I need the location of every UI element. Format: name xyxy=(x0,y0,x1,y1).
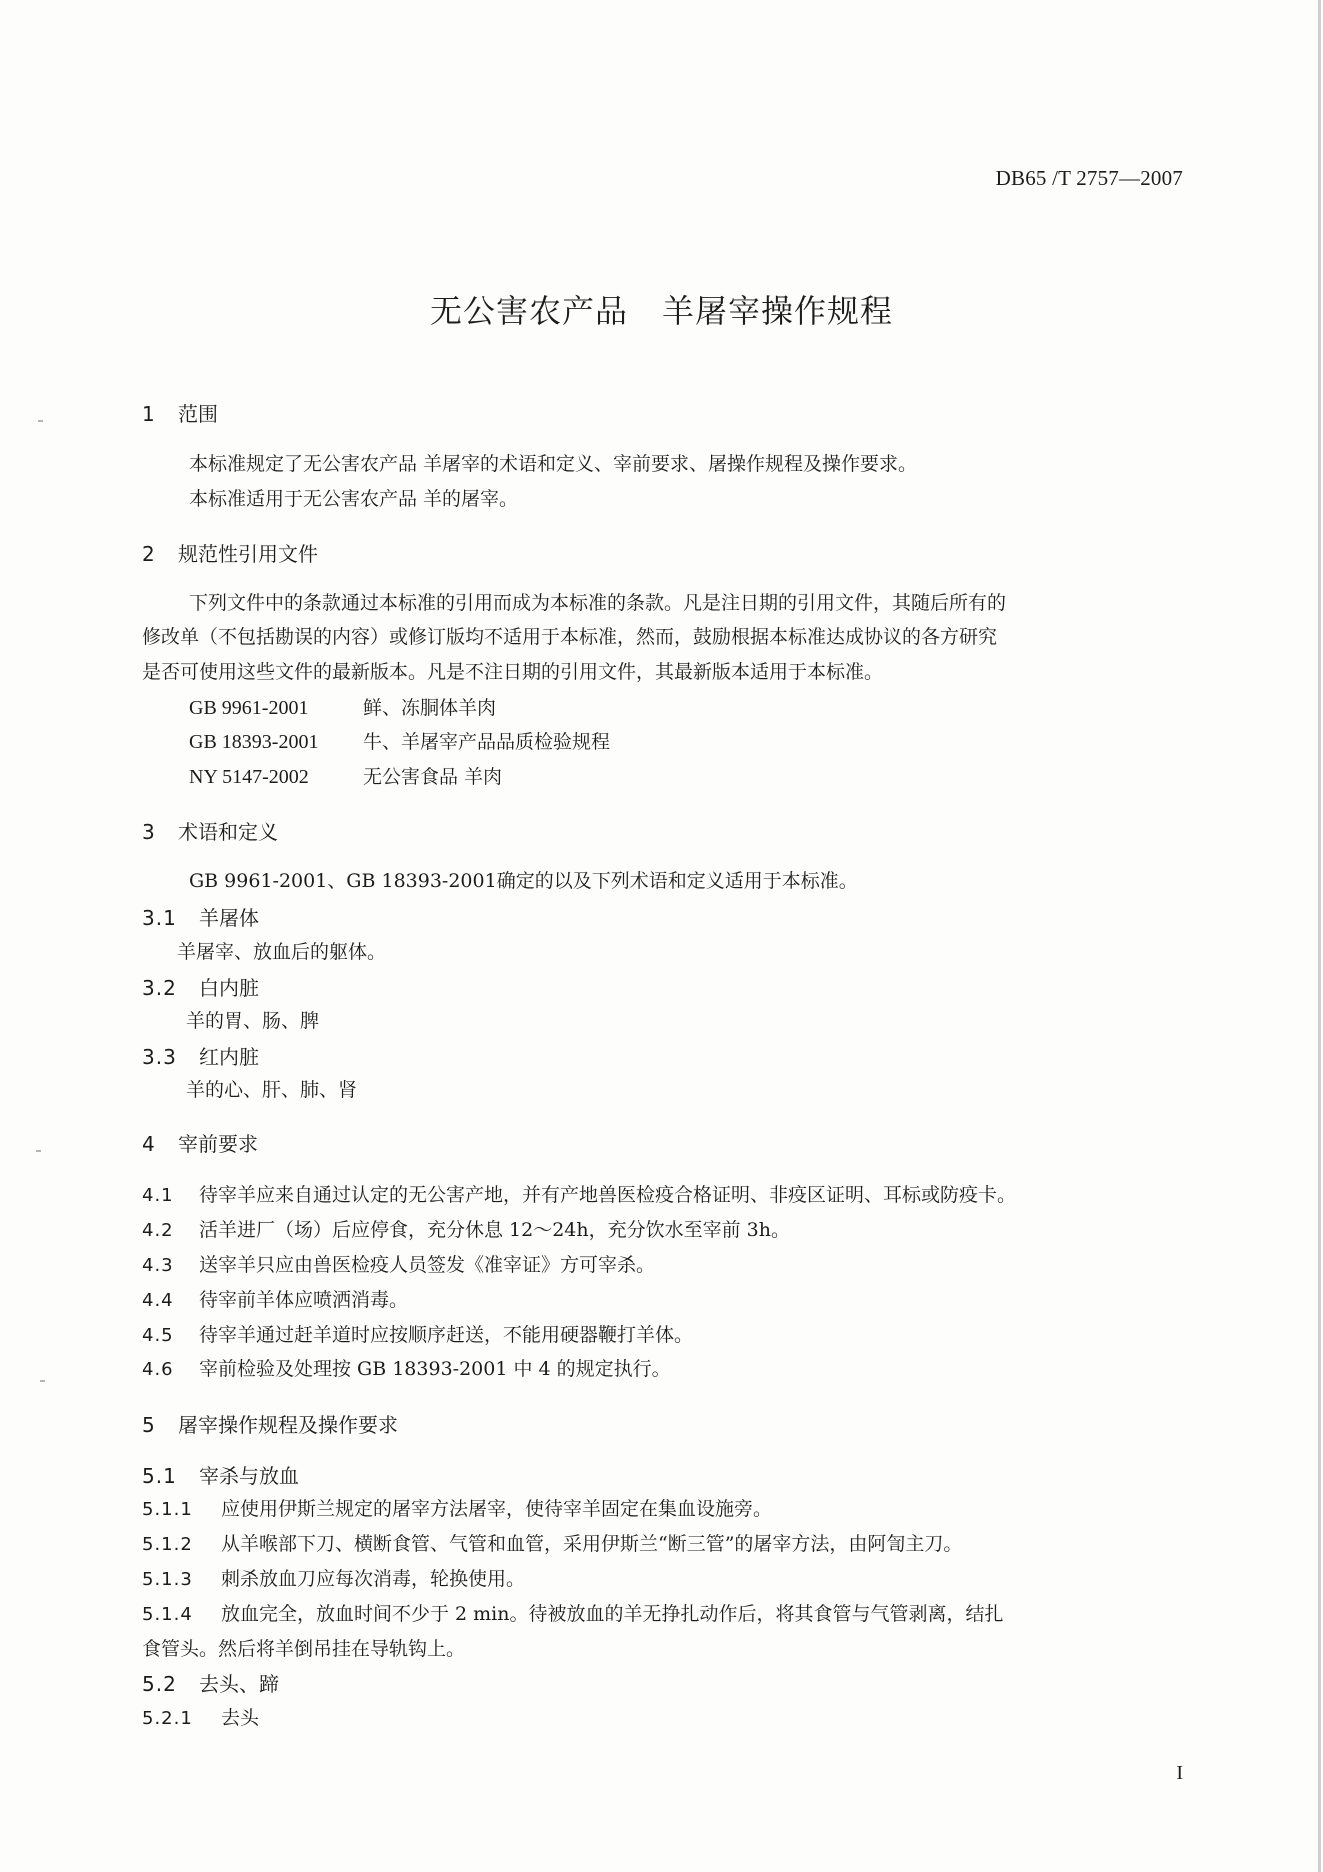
section-1-heading: 1 范围 xyxy=(142,402,218,426)
page-title: 无公害农产品 羊屠宰操作规程 xyxy=(429,292,894,330)
scan-speck xyxy=(38,420,43,422)
requirement-item: 4.2 活羊进厂（场）后应停食，充分休息 12～24h，充分饮水至宰前 3h。 xyxy=(142,1219,790,1241)
procedure-item: 5.1.4 放血完全，放血时间不少于 2 min。待被放血的羊无挣扎动作后，将其食管与气管剥离，结扎 xyxy=(142,1603,1004,1625)
s3-intro: GB 9961-2001、GB 18393-2001确定的以及下列术语和定义适用于本标准。 xyxy=(189,870,858,892)
requirement-item: 4.4 待宰前羊体应喷洒消毒。 xyxy=(142,1289,409,1311)
procedure-item-continuation: 食管头。然后将羊倒吊挂在导轨钩上。 xyxy=(142,1638,466,1660)
scan-speck xyxy=(40,1380,45,1382)
term-definition: 羊的心、肝、肺、肾 xyxy=(186,1079,358,1101)
s2-paragraph-line: 修改单（不包括勘误的内容）或修订版均不适用于本标准，然而，鼓励根据本标准达成协议的各方研究 xyxy=(142,626,998,648)
requirement-item: 4.6 宰前检验及处理按 GB 18393-2001 中 4 的规定执行。 xyxy=(142,1358,671,1380)
requirement-item: 4.5 待宰羊通过赶羊道时应按顺序赶送，不能用硬器鞭打羊体。 xyxy=(142,1324,694,1346)
section-4-heading: 4 宰前要求 xyxy=(142,1132,258,1156)
scan-edge xyxy=(1318,0,1321,1872)
section-2-heading: 2 规范性引用文件 xyxy=(142,542,318,566)
requirement-item: 4.3 送宰羊只应由兽医检疫人员签发《准宰证》方可宰杀。 xyxy=(142,1254,656,1276)
s2-paragraph-line: 下列文件中的条款通过本标准的引用而成为本标准的条款。凡是注日期的引用文件，其随后所有的 xyxy=(189,592,1007,614)
subsection-heading: 5.2 去头、蹄 xyxy=(142,1672,279,1696)
term-definition: 羊的胃、肠、脾 xyxy=(186,1010,320,1032)
page-number: I xyxy=(1176,1762,1183,1784)
doc-code: DB65 /T 2757—2007 xyxy=(995,166,1183,190)
s1-paragraph-2: 本标准适用于无公害农产品 羊的屠宰。 xyxy=(189,488,519,510)
term-definition: 羊屠宰、放血后的躯体。 xyxy=(177,941,387,963)
procedure-item: 5.2.1 去头 xyxy=(142,1707,260,1729)
requirement-item: 4.1 待宰羊应来自通过认定的无公害产地，并有产地兽医检疫合格证明、非疫区证明、耳标或防疫卡。 xyxy=(142,1184,1017,1206)
s1-paragraph-1: 本标准规定了无公害农产品 羊屠宰的术语和定义、宰前要求、屠操作规程及操作要求。 xyxy=(189,453,918,475)
subsection-heading: 5.1 宰杀与放血 xyxy=(142,1464,299,1488)
term-heading: 3.2 白内脏 xyxy=(142,976,259,1000)
term-heading: 3.3 红内脏 xyxy=(142,1045,259,1069)
normative-reference: GB 9961-2001 鲜、冻胴体羊肉 xyxy=(189,697,497,719)
scan-speck xyxy=(36,1150,41,1152)
procedure-item: 5.1.2 从羊喉部下刀、横断食管、气管和血管，采用伊斯兰“断三管”的屠宰方法，由阿訇主刀。 xyxy=(142,1533,963,1555)
procedure-item: 5.1.3 刺杀放血刀应每次消毒，轮换使用。 xyxy=(142,1568,526,1590)
section-5-heading: 5 屠宰操作规程及操作要求 xyxy=(142,1413,398,1437)
section-3-heading: 3 术语和定义 xyxy=(142,820,278,844)
term-heading: 3.1 羊屠体 xyxy=(142,906,259,930)
normative-reference: NY 5147-2002 无公害食品 羊肉 xyxy=(189,766,503,788)
s2-paragraph-line: 是否可使用这些文件的最新版本。凡是不注日期的引用文件，其最新版本适用于本标准。 xyxy=(142,661,884,683)
procedure-item: 5.1.1 应使用伊斯兰规定的屠宰方法屠宰，使待宰羊固定在集血设施旁。 xyxy=(142,1498,773,1520)
normative-reference: GB 18393-2001 牛、羊屠宰产品品质检验规程 xyxy=(189,731,611,753)
